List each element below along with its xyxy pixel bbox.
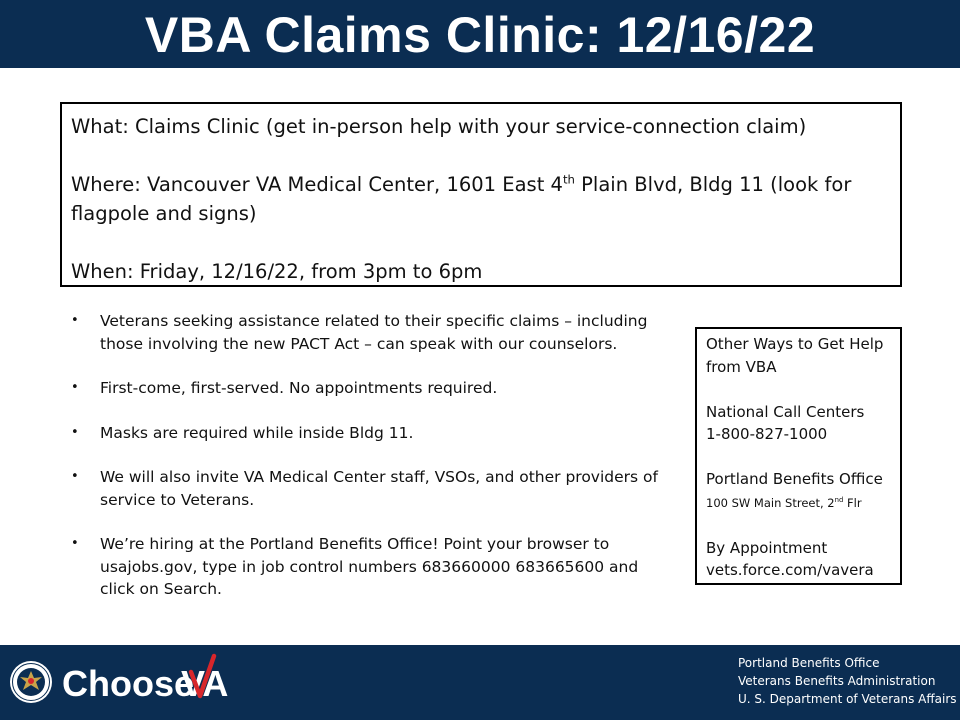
footer-org-info xyxy=(738,654,960,708)
office-address: 100 SW Main Street, 2nd Flr xyxy=(706,495,862,510)
logo-text-choose: Choose xyxy=(62,663,195,704)
choose-va-logo xyxy=(62,650,242,710)
list-item: • Veterans seeking assistance related to their specific claims – including those involving the new PACT Act – can speak with our counselors. xyxy=(71,312,648,353)
bullet-list xyxy=(64,310,664,623)
event-what: What: Claims Clinic (get in-person help with your service-connection claim) xyxy=(71,115,807,138)
bullet-dot: • xyxy=(71,536,79,551)
event-details-box xyxy=(60,102,902,287)
logo-text-va: VA xyxy=(181,663,229,704)
va-seal-icon xyxy=(9,660,53,704)
footer-line: U. S. Department of Veterans Affairs xyxy=(738,692,957,706)
event-where: Where: Vancouver VA Medical Center, 1601 East 4th Plain Blvd, Bldg 11 (look for flagpole and signs) xyxy=(71,172,852,225)
bullet-dot: • xyxy=(71,380,79,395)
bullet-dot: • xyxy=(71,469,79,484)
appointment-url: vets.force.com/vavera xyxy=(706,561,874,579)
footer-line: Veterans Benefits Administration xyxy=(738,674,936,688)
other-help-title: Other Ways to Get Help from VBA xyxy=(706,335,884,376)
list-item: • We’re hiring at the Portland Benefits Office! Point your browser to usajobs.gov, type in job control numbers 683660000 683665600 and click on Search. xyxy=(71,535,639,598)
page-title: VBA Claims Clinic: 12/16/22 xyxy=(144,7,816,63)
call-number: 1-800-827-1000 xyxy=(706,425,828,443)
benefits-office: Portland Benefits Office 100 SW Main Street, 2nd Flr xyxy=(706,470,883,510)
bullet-dot: • xyxy=(71,313,79,328)
event-when: When: Friday, 12/16/22, from 3pm to 6pm xyxy=(71,260,483,283)
list-item: • We will also invite VA Medical Center staff, VSOs, and other providers of service to Veterans. xyxy=(71,468,658,509)
footer-line: Portland Benefits Office xyxy=(738,656,880,670)
call-center: National Call Centers 1-800-827-1000 xyxy=(706,402,865,443)
appointment: By Appointment vets.force.com/vavera xyxy=(706,538,874,579)
list-item: • Masks are required while inside Bldg 11. xyxy=(64,422,664,445)
list-item: • First-come, first-served. No appointments required. xyxy=(64,377,664,400)
other-help-box xyxy=(695,327,902,585)
bullet-dot: • xyxy=(71,424,79,440)
